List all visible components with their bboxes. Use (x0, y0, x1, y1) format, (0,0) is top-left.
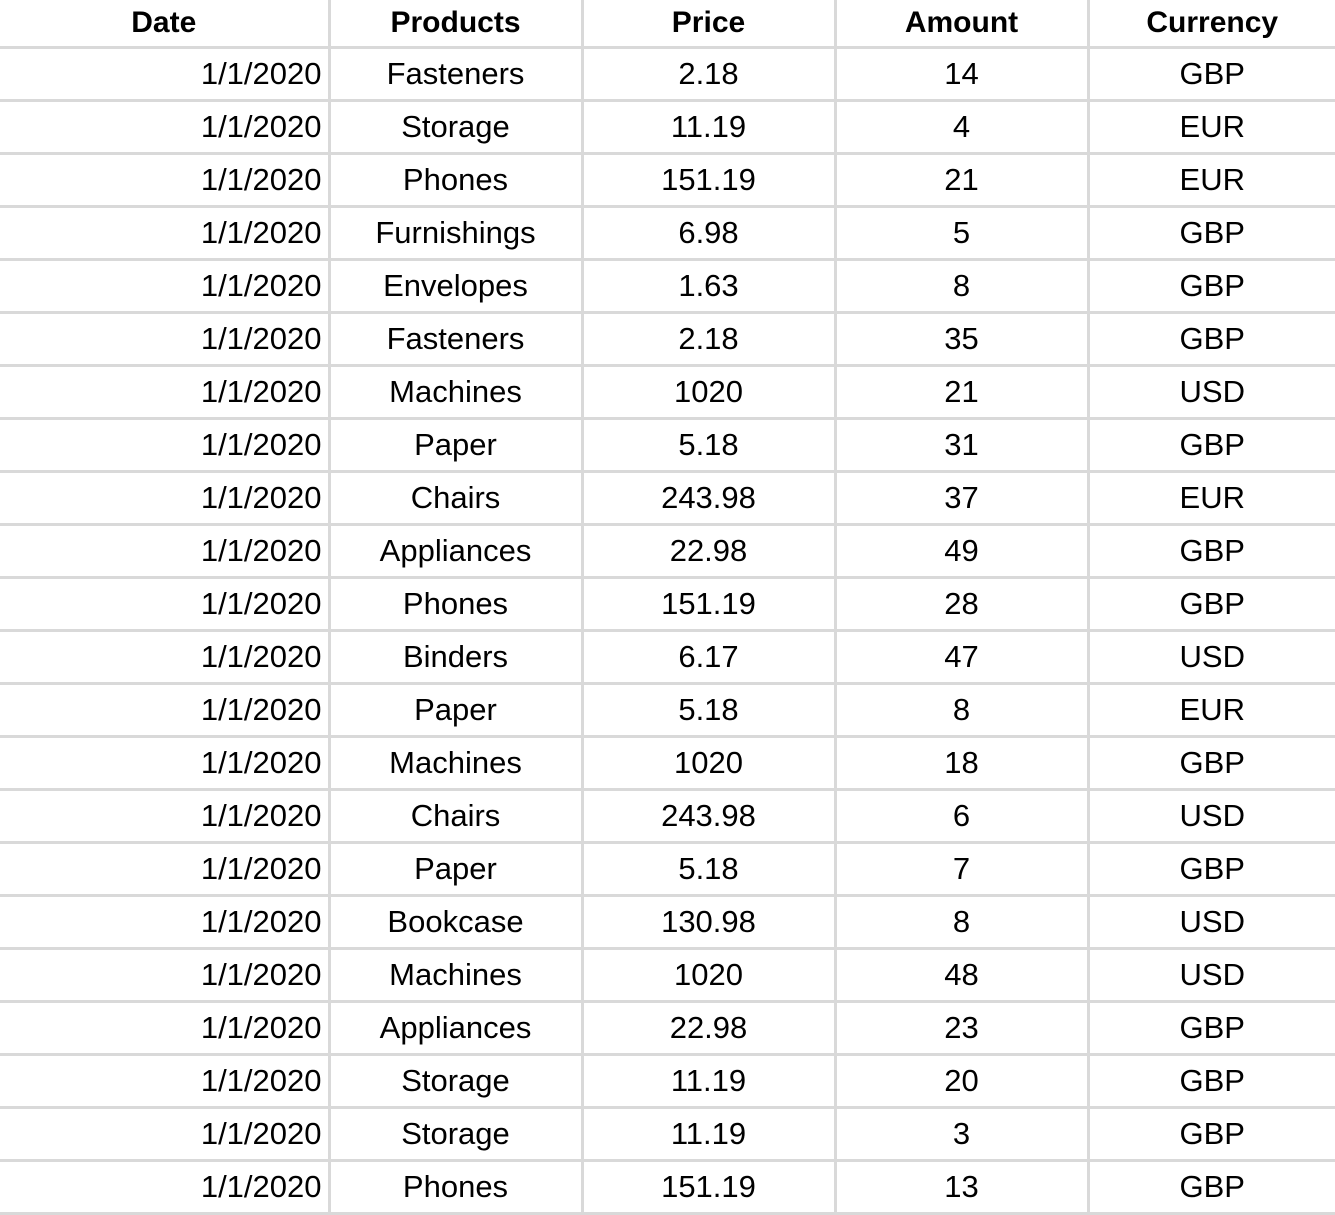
cell-product[interactable]: Fasteners (329, 48, 582, 101)
cell-amount[interactable]: 23 (835, 1002, 1088, 1055)
cell-date[interactable]: 1/1/2020 (0, 949, 329, 1002)
cell-currency[interactable]: EUR (1088, 684, 1335, 737)
cell-amount[interactable]: 8 (835, 684, 1088, 737)
header-amount[interactable]: Amount (835, 0, 1088, 48)
cell-product[interactable]: Machines (329, 366, 582, 419)
cell-date[interactable]: 1/1/2020 (0, 1108, 329, 1161)
cell-product[interactable]: Appliances (329, 1002, 582, 1055)
cell-price[interactable]: 2.18 (582, 313, 835, 366)
cell-product[interactable]: Paper (329, 684, 582, 737)
cell-amount[interactable]: 13 (835, 1161, 1088, 1214)
cell-amount[interactable]: 14 (835, 48, 1088, 101)
cell-currency[interactable]: USD (1088, 949, 1335, 1002)
cell-amount[interactable]: 6 (835, 790, 1088, 843)
cell-product[interactable]: Phones (329, 578, 582, 631)
cell-amount[interactable]: 7 (835, 843, 1088, 896)
cell-date[interactable]: 1/1/2020 (0, 684, 329, 737)
cell-price[interactable]: 22.98 (582, 1002, 835, 1055)
cell-price[interactable]: 5.18 (582, 419, 835, 472)
table-row (0, 1108, 1335, 1161)
cell-price[interactable]: 130.98 (582, 896, 835, 949)
cell-currency[interactable]: EUR (1088, 101, 1335, 154)
table-row (0, 525, 1335, 578)
cell-date[interactable]: 1/1/2020 (0, 843, 329, 896)
cell-amount[interactable]: 48 (835, 949, 1088, 1002)
cell-product[interactable]: Phones (329, 154, 582, 207)
cell-date[interactable]: 1/1/2020 (0, 260, 329, 313)
cell-currency[interactable]: USD (1088, 896, 1335, 949)
cell-price[interactable]: 1020 (582, 366, 835, 419)
cell-amount[interactable]: 8 (835, 260, 1088, 313)
cell-product[interactable]: Paper (329, 419, 582, 472)
cell-product[interactable]: Envelopes (329, 260, 582, 313)
cell-amount[interactable]: 35 (835, 313, 1088, 366)
cell-currency[interactable]: GBP (1088, 1108, 1335, 1161)
cell-date[interactable]: 1/1/2020 (0, 525, 329, 578)
cell-date[interactable]: 1/1/2020 (0, 154, 329, 207)
cell-price[interactable]: 151.19 (582, 578, 835, 631)
header-price[interactable]: Price (582, 0, 835, 48)
cell-date[interactable]: 1/1/2020 (0, 48, 329, 101)
cell-product[interactable]: Storage (329, 1108, 582, 1161)
cell-amount[interactable]: 8 (835, 896, 1088, 949)
table-row (0, 578, 1335, 631)
cell-currency[interactable]: GBP (1088, 260, 1335, 313)
cell-currency[interactable]: EUR (1088, 472, 1335, 525)
cell-amount[interactable]: 20 (835, 1055, 1088, 1108)
cell-product[interactable]: Phones (329, 1161, 582, 1214)
cell-currency[interactable]: GBP (1088, 313, 1335, 366)
cell-currency[interactable]: USD (1088, 790, 1335, 843)
cell-price[interactable]: 11.19 (582, 101, 835, 154)
cell-date[interactable]: 1/1/2020 (0, 578, 329, 631)
cell-price[interactable]: 1020 (582, 737, 835, 790)
cell-date[interactable]: 1/1/2020 (0, 366, 329, 419)
cell-price[interactable]: 243.98 (582, 790, 835, 843)
table-row (0, 154, 1335, 207)
header-row (0, 0, 1335, 48)
table-row (0, 48, 1335, 101)
cell-price[interactable]: 243.98 (582, 472, 835, 525)
cell-price[interactable]: 151.19 (582, 1161, 835, 1214)
cell-product[interactable]: Bookcase (329, 896, 582, 949)
cell-date[interactable]: 1/1/2020 (0, 1002, 329, 1055)
cell-currency[interactable]: USD (1088, 366, 1335, 419)
cell-product[interactable]: Fasteners (329, 313, 582, 366)
cell-price[interactable]: 1020 (582, 949, 835, 1002)
table-row (0, 419, 1335, 472)
cell-amount[interactable]: 4 (835, 101, 1088, 154)
table-row (0, 896, 1335, 949)
cell-price[interactable]: 151.19 (582, 154, 835, 207)
cell-product[interactable]: Paper (329, 843, 582, 896)
cell-price[interactable]: 5.18 (582, 843, 835, 896)
table-row (0, 949, 1335, 1002)
cell-currency[interactable]: EUR (1088, 154, 1335, 207)
table-row (0, 1002, 1335, 1055)
table-body (0, 48, 1335, 1214)
cell-amount[interactable]: 21 (835, 366, 1088, 419)
cell-date[interactable]: 1/1/2020 (0, 1161, 329, 1214)
cell-date[interactable]: 1/1/2020 (0, 790, 329, 843)
table-row (0, 366, 1335, 419)
table-row (0, 101, 1335, 154)
cell-currency[interactable]: GBP (1088, 1002, 1335, 1055)
cell-price[interactable]: 2.18 (582, 48, 835, 101)
cell-price[interactable]: 1.63 (582, 260, 835, 313)
table-row (0, 790, 1335, 843)
cell-currency[interactable]: GBP (1088, 1055, 1335, 1108)
header-currency[interactable]: Currency (1088, 0, 1335, 48)
cell-product[interactable]: Storage (329, 1055, 582, 1108)
cell-date[interactable]: 1/1/2020 (0, 1055, 329, 1108)
cell-date[interactable]: 1/1/2020 (0, 207, 329, 260)
cell-date[interactable]: 1/1/2020 (0, 419, 329, 472)
cell-price[interactable]: 6.98 (582, 207, 835, 260)
cell-product[interactable]: Furnishings (329, 207, 582, 260)
cell-amount[interactable]: 5 (835, 207, 1088, 260)
cell-currency[interactable]: USD (1088, 631, 1335, 684)
cell-product[interactable]: Chairs (329, 472, 582, 525)
cell-date[interactable]: 1/1/2020 (0, 313, 329, 366)
cell-date[interactable]: 1/1/2020 (0, 472, 329, 525)
cell-price[interactable]: 22.98 (582, 525, 835, 578)
cell-amount[interactable]: 31 (835, 419, 1088, 472)
cell-amount[interactable]: 37 (835, 472, 1088, 525)
header-products[interactable]: Products (329, 0, 582, 48)
cell-date[interactable]: 1/1/2020 (0, 631, 329, 684)
cell-currency[interactable]: GBP (1088, 843, 1335, 896)
cell-product[interactable]: Appliances (329, 525, 582, 578)
table-row (0, 472, 1335, 525)
cell-currency[interactable]: GBP (1088, 419, 1335, 472)
cell-currency[interactable]: GBP (1088, 578, 1335, 631)
table-row (0, 843, 1335, 896)
header-date[interactable]: Date (0, 0, 329, 48)
table-row (0, 313, 1335, 366)
cell-price[interactable]: 11.19 (582, 1108, 835, 1161)
cell-product[interactable]: Storage (329, 101, 582, 154)
cell-currency[interactable]: GBP (1088, 737, 1335, 790)
cell-amount[interactable]: 47 (835, 631, 1088, 684)
cell-product[interactable]: Binders (329, 631, 582, 684)
cell-product[interactable]: Machines (329, 737, 582, 790)
table-row (0, 1161, 1335, 1214)
cell-product[interactable]: Machines (329, 949, 582, 1002)
cell-currency[interactable]: GBP (1088, 525, 1335, 578)
cell-date[interactable]: 1/1/2020 (0, 896, 329, 949)
cell-date[interactable]: 1/1/2020 (0, 737, 329, 790)
table-row (0, 684, 1335, 737)
cell-amount[interactable]: 28 (835, 578, 1088, 631)
table-row (0, 207, 1335, 260)
cell-date[interactable]: 1/1/2020 (0, 101, 329, 154)
cell-price[interactable]: 11.19 (582, 1055, 835, 1108)
table-row (0, 1055, 1335, 1108)
cell-amount[interactable]: 3 (835, 1108, 1088, 1161)
cell-amount[interactable]: 49 (835, 525, 1088, 578)
cell-price[interactable]: 6.17 (582, 631, 835, 684)
cell-amount[interactable]: 21 (835, 154, 1088, 207)
table-row (0, 737, 1335, 790)
cell-price[interactable]: 5.18 (582, 684, 835, 737)
cell-currency[interactable]: GBP (1088, 48, 1335, 101)
cell-currency[interactable]: GBP (1088, 207, 1335, 260)
cell-product[interactable]: Chairs (329, 790, 582, 843)
cell-amount[interactable]: 18 (835, 737, 1088, 790)
table-row (0, 260, 1335, 313)
table-row (0, 631, 1335, 684)
cell-currency[interactable]: GBP (1088, 1161, 1335, 1214)
